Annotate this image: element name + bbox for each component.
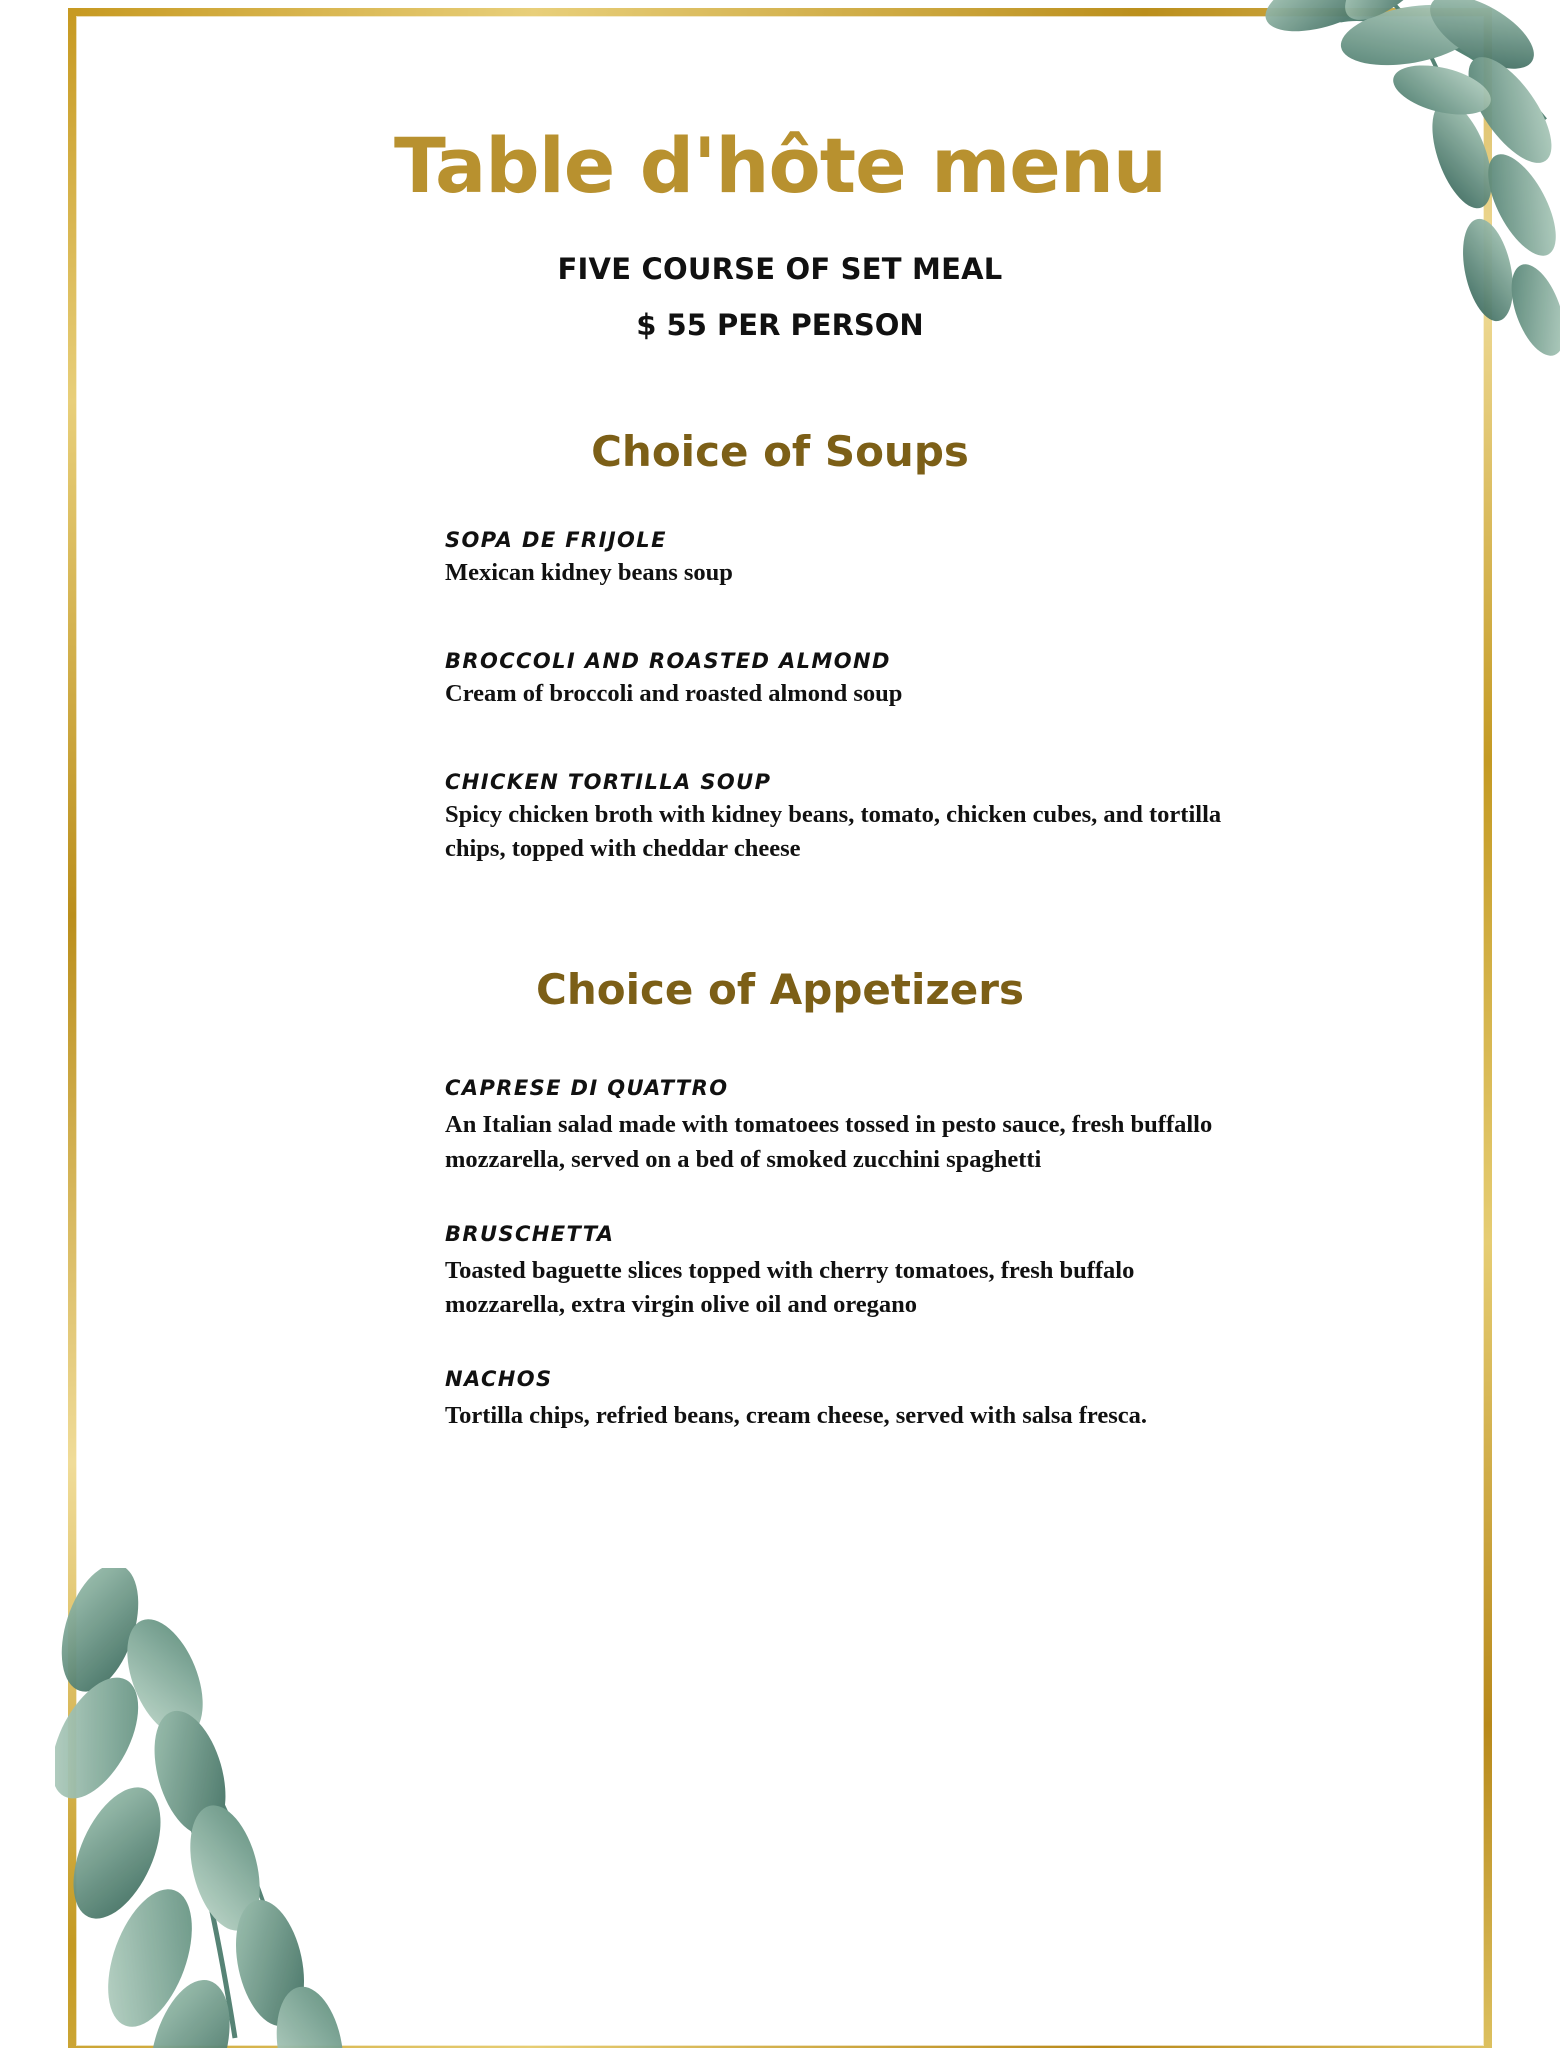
soups-item-list xyxy=(0,476,1560,867)
item-name: SOPA DE FRIJOLE xyxy=(445,528,667,552)
item-name: CAPRESE DI QUATTRO xyxy=(445,1076,729,1101)
section-heading-soups: Choice of Soups xyxy=(591,427,969,476)
menu-subtitle: FIVE COURSE OF SET MEAL xyxy=(557,252,1003,286)
list-item xyxy=(0,528,1560,591)
menu-price: $ 55 PER PERSON xyxy=(636,308,924,342)
appetizers-item-list xyxy=(0,1014,1560,1434)
list-item xyxy=(0,1367,1560,1434)
item-description: Tortilla chips, refried beans, cream cheese, served with salsa fresca. xyxy=(445,1402,1148,1430)
item-description: An Italian salad made with tomatoees tossed in pesto sauce, fresh buffallo mozzarella, served on a bed of smoked zucchini spaghetti xyxy=(445,1111,1213,1173)
item-name: BROCCOLI AND ROASTED ALMOND xyxy=(445,648,891,673)
item-name: NACHOS xyxy=(445,1367,553,1392)
item-name: BRUSCHETTA xyxy=(445,1221,615,1246)
section-heading-appetizers: Choice of Appetizers xyxy=(536,965,1024,1015)
item-description: Spicy chicken broth with kidney beans, tomato, chicken cubes, and tortilla chips, topped with cheddar cheese xyxy=(445,800,1222,863)
item-name: CHICKEN TORTILLA SOUP xyxy=(445,769,772,794)
list-item xyxy=(0,1222,1560,1324)
list-item xyxy=(0,770,1560,868)
list-item xyxy=(0,1076,1560,1178)
item-description: Cream of broccoli and roasted almond soup xyxy=(445,679,903,707)
list-item xyxy=(0,649,1560,712)
item-description: Toasted baguette slices topped with cherry tomatoes, fresh buffalo mozzarella, extra virgin olive oil and oregano xyxy=(445,1256,1135,1319)
page-title: Table d'hôte menu xyxy=(393,121,1167,210)
item-description: Mexican kidney beans soup xyxy=(445,559,733,586)
